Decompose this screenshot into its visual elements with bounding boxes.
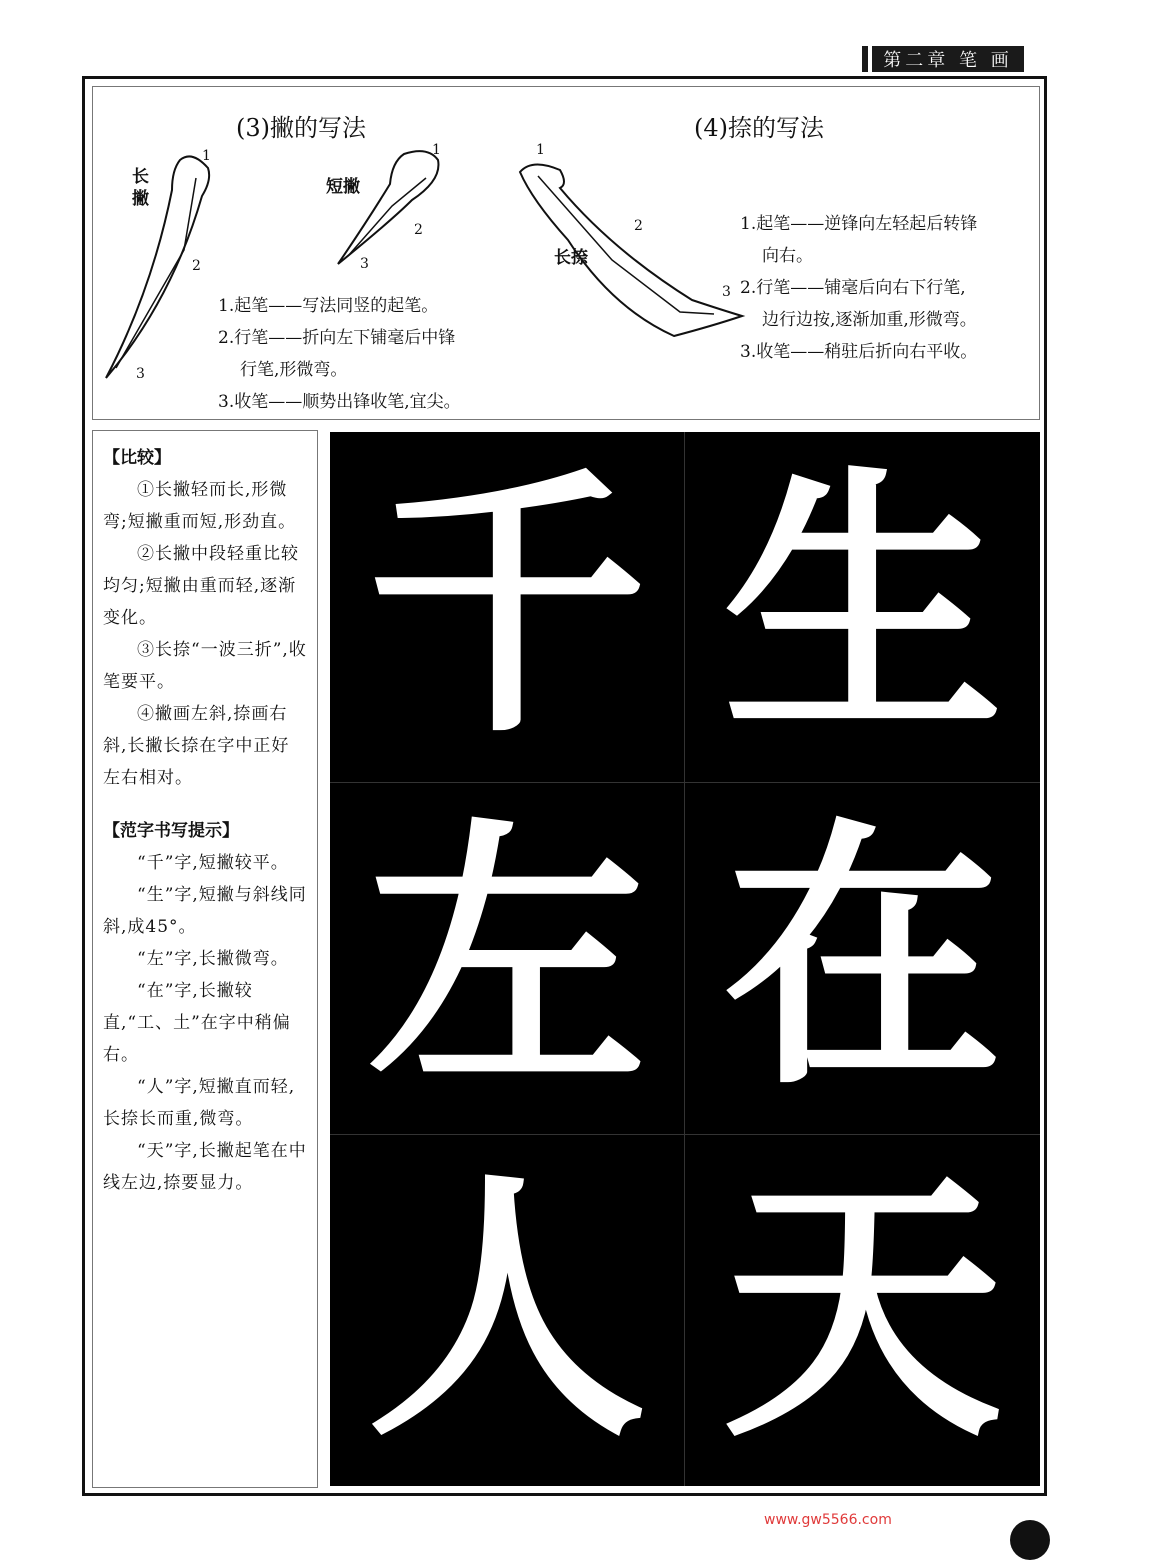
tip-item: “千”字,短撇较平。 <box>137 853 289 873</box>
tip-item: “天”字,长撇起笔在中线左边,捺要显力。 <box>103 1141 307 1193</box>
compare-item: ④撇画左斜,捺画右斜,长撇长捺在字中正好左右相对。 <box>103 704 290 788</box>
example-char-cell <box>330 784 684 1134</box>
long-pie-label: 长撇 <box>132 167 149 209</box>
example-char-cell <box>686 1136 1040 1486</box>
long-na-step-3: 3 <box>722 284 731 300</box>
notes-sidebar <box>92 430 318 1488</box>
watermark: www.gw5566.com <box>764 1512 892 1528</box>
example-char: 生 <box>723 442 1003 771</box>
short-pie-label: 短撇 <box>326 177 360 197</box>
long-pie-step-1: 1 <box>202 148 211 164</box>
pie-step-line: 3.收笔——顺势出锋收笔,宜尖。 <box>218 392 461 412</box>
example-char-cell <box>686 784 1040 1134</box>
na-steps <box>740 208 1038 368</box>
compare-item: ②长撇中段轻重比较均匀;短撇由重而轻,逐渐变化。 <box>103 544 299 628</box>
pie-steps <box>218 290 528 418</box>
pie-step-line: 1.起笔——写法同竖的起笔。 <box>218 296 439 316</box>
short-pie-step-3: 3 <box>360 256 369 272</box>
example-char-cell <box>686 432 1040 782</box>
na-step-line: 3.收笔——稍驻后折向右平收。 <box>740 342 978 362</box>
tip-item: “在”字,长撇较直,“工、土”在字中稍偏右。 <box>103 981 291 1065</box>
tip-item: “生”字,短撇与斜线同斜,成45°。 <box>103 885 307 937</box>
pie-step-line: 行笔,形微弯。 <box>240 360 348 380</box>
compare-item: ①长撇轻而长,形微弯;短撇重而短,形劲直。 <box>103 480 297 532</box>
pie-step-line: 2.行笔——折向左下铺毫后中锋 <box>218 328 456 348</box>
chapter-tab: 第二章 笔 画 <box>872 46 1024 72</box>
page-corner-mark <box>1010 1520 1050 1560</box>
example-char: 左 <box>367 794 647 1123</box>
long-na-step-2: 2 <box>634 218 643 234</box>
example-char: 在 <box>723 794 1003 1123</box>
short-pie-step-2: 2 <box>414 222 423 238</box>
short-pie-step-1: 1 <box>432 142 441 158</box>
compare-item: ③长捺“一波三折”,收笔要平。 <box>103 640 307 692</box>
tip-item: “左”字,长撇微弯。 <box>137 949 289 969</box>
example-characters-grid <box>330 432 1040 1486</box>
example-char: 千 <box>367 442 647 771</box>
example-char: 人 <box>367 1146 647 1475</box>
long-na-step-1: 1 <box>536 142 545 158</box>
na-step-line: 1.起笔——逆锋向左轻起后转锋 <box>740 214 978 234</box>
na-step-line: 边行边按,逐渐加重,形微弯。 <box>762 310 977 330</box>
na-heading: (4)捺的写法 <box>694 114 824 142</box>
pie-heading: (3)撇的写法 <box>236 114 366 142</box>
na-step-line: 2.行笔——铺毫后向右下行笔, <box>740 278 966 298</box>
long-pie-step-2: 2 <box>192 258 201 274</box>
long-pie-step-3: 3 <box>136 366 145 382</box>
example-char-cell <box>330 432 684 782</box>
tips-title: 【范字书写提示】 <box>103 821 239 841</box>
example-char-cell <box>330 1136 684 1486</box>
long-na-label: 长捺 <box>554 248 588 268</box>
tip-item: “人”字,短撇直而轻,长捺长而重,微弯。 <box>103 1077 296 1129</box>
compare-title: 【比较】 <box>103 448 171 468</box>
na-step-line: 向右。 <box>762 246 813 266</box>
example-char: 天 <box>723 1146 1003 1475</box>
